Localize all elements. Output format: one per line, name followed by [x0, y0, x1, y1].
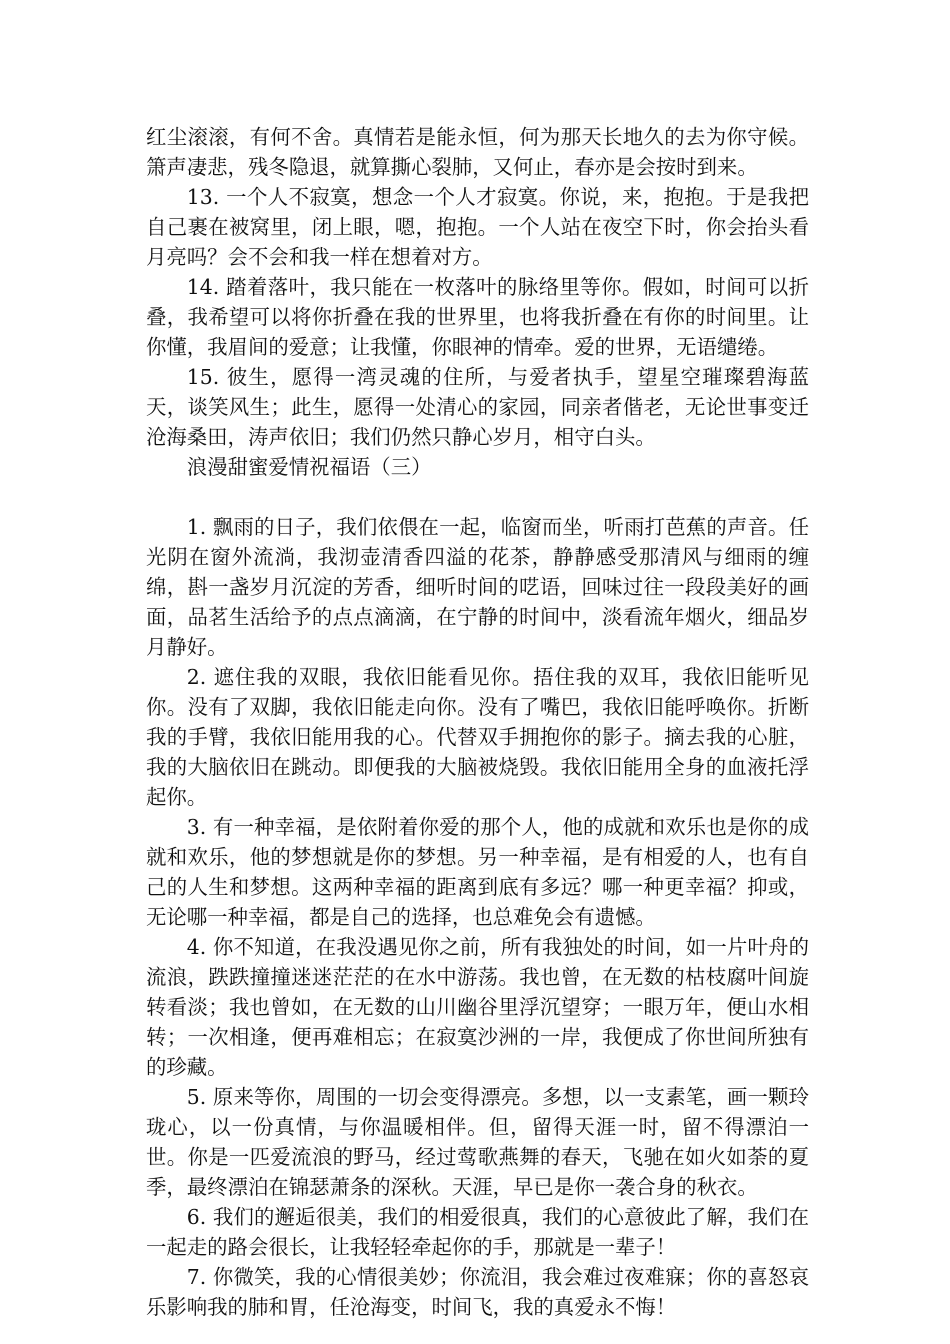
paragraph-continuation: 红尘滚滚，有何不舍。真情若是能永恒，何为那天长地久的去为你守候。箫声凄悲，残冬隐退，就算撕心裂肺，又何止，春亦是会按时到来。 [146, 125, 809, 179]
paragraph-item-6: 6. 我们的邂逅很美，我们的相爱很真，我们的心意彼此了解，我们在一起走的路会很长，让我轻轻牵起你的手，那就是一辈子！ [146, 1205, 809, 1259]
paragraph-item-7: 7. 你微笑，我的心情很美妙；你流泪，我会难过夜难寐；你的喜怒哀乐影响我的肺和胃，任沧海变，时间飞，我的真爱永不悔！ [146, 1265, 809, 1319]
paragraph-item-2: 2. 遮住我的双眼，我依旧能看见你。捂住我的双耳，我依旧能听见你。没有了双脚，我依旧能走向你。没有了嘴巴，我依旧能呼唤你。折断我的手臂，我依旧能用我的心。代替双手拥抱你的影子。摘去我的心脏，我的大脑依旧在跳动。即便我的大脑被烧毁。我依旧能用全身的血液托浮起你。 [146, 665, 809, 809]
document-body [146, 122, 809, 1322]
paragraph-item-4: 4. 你不知道，在我没遇见你之前，所有我独处的时间，如一片叶舟的流浪，跌跌撞撞迷迷茫茫的在水中游荡。我也曾，在无数的枯枝腐叶间旋转看淡；我也曾如，在无数的山川幽谷里浮沉望穿；一眼万年，便山水相转；一次相逢，便再难相忘；在寂寞沙洲的一岸，我便成了你世间所独有的珍藏。 [146, 935, 809, 1079]
section-heading: 浪漫甜蜜爱情祝福语（三） [186, 455, 432, 479]
paragraph-item-1: 1. 飘雨的日子，我们依偎在一起，临窗而坐，听雨打芭蕉的声音。任光阴在窗外流淌，我沏壶清香四溢的花茶，静静感受那清风与细雨的缠绵，斟一盏岁月沉淀的芳香，细听时间的呓语，回味过往一段段美好的画面，品茗生活给予的点点滴滴，在宁静的时间中，淡看流年烟火，细品岁月静好。 [146, 515, 809, 659]
paragraph-item-5: 5. 原来等你，周围的一切会变得漂亮。多想，以一支素笔，画一颗玲珑心，以一份真情，与你温暖相伴。但，留得天涯一时，留不得漂泊一世。你是一匹爱流浪的野马，经过莺歌燕舞的春天，飞驰在如火如荼的夏季，最终漂泊在锦瑟萧条的深秋。天涯，早已是你一袭合身的秋衣。 [146, 1085, 809, 1199]
paragraph-item-15: 15. 彼生，愿得一湾灵魂的住所，与爱者执手，望星空璀璨碧海蓝天，谈笑风生；此生，愿得一处清心的家园，同亲者偕老，无论世事变迁沧海桑田，涛声依旧；我们仍然只静心岁月，相守白头。 [146, 365, 809, 449]
paragraph-item-13: 13. 一个人不寂寞，想念一个人才寂寞。你说，来，抱抱。于是我把自己裹在被窝里，闭上眼，嗯，抱抱。一个人站在夜空下时，你会抬头看月亮吗？会不会和我一样在想着对方。 [146, 185, 809, 269]
paragraph-item-3: 3. 有一种幸福，是依附着你爱的那个人，他的成就和欢乐也是你的成就和欢乐，他的梦想就是你的梦想。另一种幸福，是有相爱的人，也有自己的人生和梦想。这两种幸福的距离到底有多远？哪一种更幸福？抑或，无论哪一种幸福，都是自己的选择，也总难免会有遗憾。 [146, 815, 809, 929]
paragraph-item-14: 14. 踏着落叶，我只能在一枚落叶的脉络里等你。假如，时间可以折叠，我希望可以将你折叠在我的世界里，也将我折叠在有你的时间里。让你懂，我眉间的爱意；让我懂，你眼神的情牵。爱的世界，无语缱绻。 [146, 275, 809, 359]
